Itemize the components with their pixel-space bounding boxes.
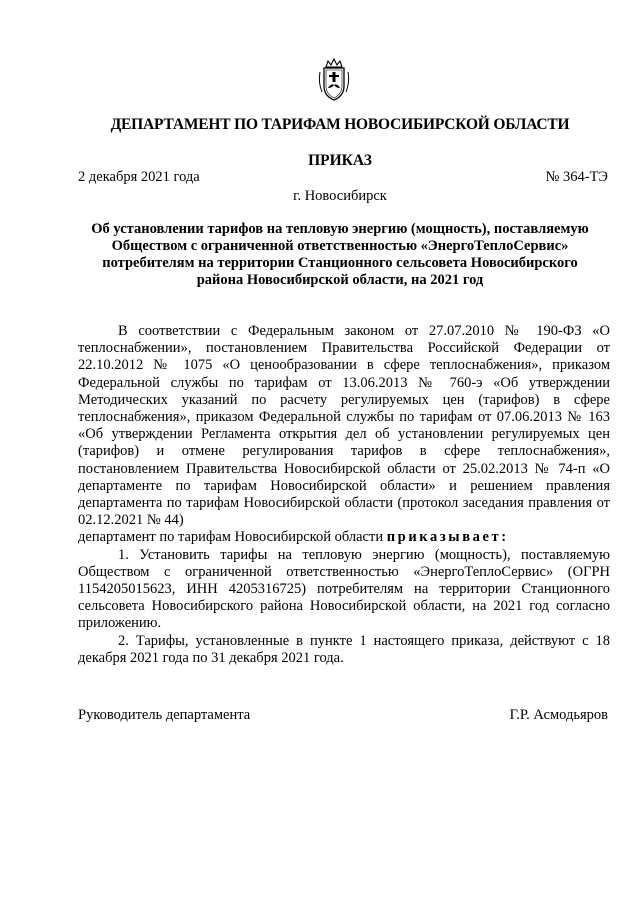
preamble-paragraph: В соответствии с Федеральным законом от 27.07.2010 № 190-ФЗ «О теплоснабжении», постановлением Правительства Российской Федерации от 22.10.2012 № 1075 «О ценообразовании в сфере теплоснабжения», приказом Федеральной службы по тарифам от 13.06.2013 № 760-э «Об утверждении Методических указаний по расчету регулируемых цен (тарифов) в сфере теплоснабжения», приказом Федеральной службы по тарифам от 07.06.2013 № 163 «Об утверждении Регламента открытия дел об установлении регулируемых цен (тарифов) и отмене регулирования тарифов в сфере теплоснабжения», постановлением Правительства Новосибирской области от 25.02.2013 № 74-п «О департаменте по тарифам Новосибирской области» и решением правления департамента по тарифам Новосибирской области (протокол заседания правления от 02.12.2021 № 44) xyxy=(78,323,610,529)
order-body xyxy=(78,323,610,667)
order-heading: Об установлении тарифов на тепловую энергию (мощность), поставляемую Обществом с ограниченной ответственностью «ЭнергоТеплоСервис» потребителям на территории Станционного сельсовета Новосибирского района Новосибирской области, на 2021 год xyxy=(91,221,589,288)
orders-lead-text: департамент по тарифам Новосибирской области xyxy=(78,529,384,546)
order-number: № 364-ТЭ xyxy=(545,169,608,185)
document-type: ПРИКАЗ xyxy=(308,152,372,169)
order-city: г. Новосибирск xyxy=(293,188,387,204)
novosibirsk-coat-of-arms-icon xyxy=(317,58,351,102)
order-item-1: 1. Установить тарифы на тепловую энергию (мощность), поставляемую Обществом с ограниченной ответственностью «ЭнергоТеплоСервис» (ОГРН 1154205015623, ИНН 4205316725) потребителям на территории Станционного сельсовета Новосибирского района Новосибирской области, на 2021 год согласно приложению. xyxy=(78,546,610,632)
order-item-2: 2. Тарифы, установленные в пункте 1 настоящего приказа, действуют с 18 декабря 2021 года по 31 декабря 2021 года. xyxy=(78,632,610,666)
order-date: 2 декабря 2021 года xyxy=(78,169,200,185)
signatory-position: Руководитель департамента xyxy=(78,707,251,723)
orders-line xyxy=(78,529,610,546)
department-name: ДЕПАРТАМЕНТ ПО ТАРИФАМ НОВОСИБИРСКОЙ ОБЛАСТИ xyxy=(110,116,570,133)
signatory-name: Г.Р. Асмодьяров xyxy=(509,707,608,723)
orders-keyword: приказывает: xyxy=(386,529,509,546)
